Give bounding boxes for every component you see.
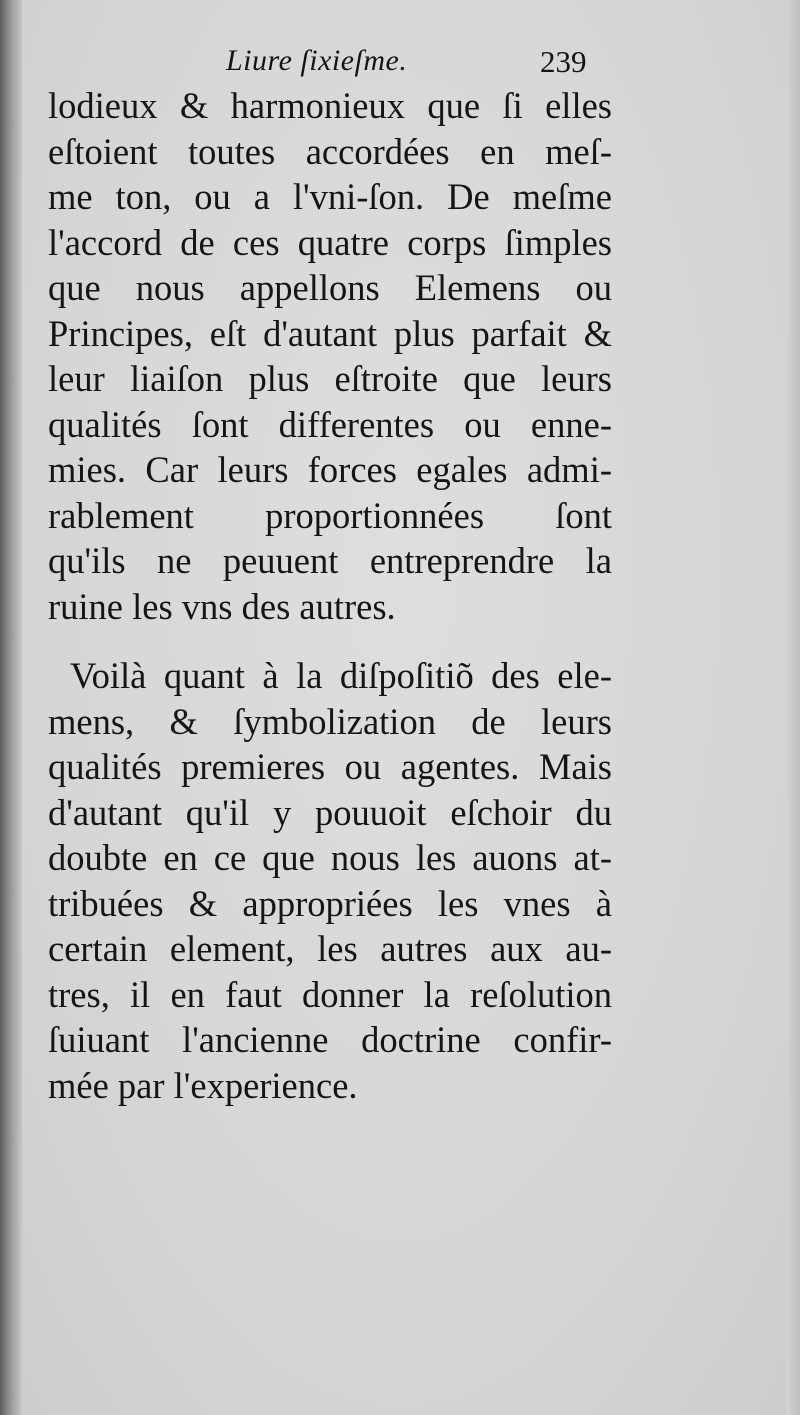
paragraph-1 [48, 83, 612, 629]
text-line: ruine les vns des autres. [48, 585, 396, 627]
text-line: d'autant qu'il y pouuoit eſchoir du [48, 791, 612, 833]
text-line: l'accord de ces quatre corps ſimples [48, 221, 612, 263]
page-edge [786, 0, 800, 1415]
body-text [48, 83, 612, 1108]
text-line: mée par l'experience. [48, 1064, 358, 1106]
text-line: Voilà quant à la diſpoſitiõ des ele- [70, 655, 612, 696]
text-line: me ton, ou a l'vni-ſon. De meſme [48, 176, 612, 217]
text-line: leur liaiſon plus eſtroite que leurs [48, 358, 612, 399]
text-line: mies. Car leurs forces egales admi- [48, 449, 612, 490]
paragraph-gap [48, 629, 612, 653]
page-number: 239 [540, 44, 587, 79]
text-line: ſuiuant l'ancienne doctrine confir- [48, 1019, 612, 1060]
text-line: Principes, eſt d'autant plus parfait & [48, 312, 612, 354]
binding-shadow [0, 0, 22, 1415]
text-line: que nous appellons Elemens ou [48, 267, 612, 308]
text-line: doubte en ce que nous les auons at- [48, 837, 612, 878]
text-line: mens, & ſymbolization de leurs [48, 700, 612, 742]
text-line: tres, il en faut donner la reſolution [48, 973, 612, 1015]
text-line: lodieux & harmonieux que ſi elles [48, 85, 612, 126]
text-line: tribuées & appropriées les vnes à [48, 882, 612, 924]
text-line: eſtoient toutes accordées en meſ- [48, 130, 612, 172]
text-line: qualités premieres ou agentes. Mais [48, 746, 612, 787]
text-line: qualités ſont differentes ou enne- [48, 403, 612, 445]
text-line: rablement proportionnées ſont [48, 494, 612, 536]
text-line: qu'ils ne peuuent entreprendre la [48, 540, 612, 581]
running-title: Liure ſixieſme. [226, 44, 408, 77]
paragraph-2 [48, 653, 612, 1108]
text-line: certain element, les autres aux au- [48, 928, 612, 969]
